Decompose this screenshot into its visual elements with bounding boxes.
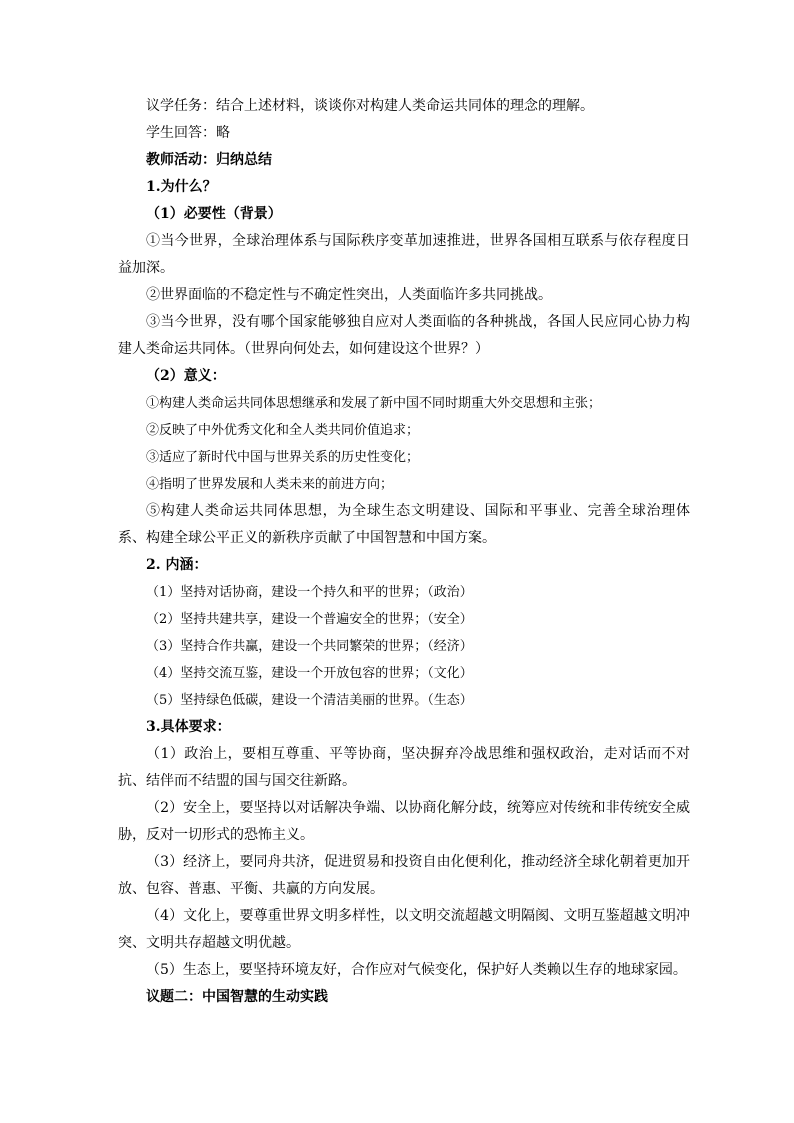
connotation-item: （3）坚持合作共赢，建设一个共同繁荣的世界；（经济） — [146, 639, 473, 654]
significance-item: ⑤构建人类命运共同体思想，为全球生态文明建设、国际和平事业、完善全球治理体系、构建全球公平正义的新秩序贡献了中国智慧和中国方案。 — [118, 503, 690, 546]
document-body — [118, 93, 690, 1011]
section-connotation-heading: 2. 内涵： — [146, 557, 208, 573]
requirement-item: （4）文化上，要尊重世界文明多样性，以文明交流超越文明隔阂、文明互鉴超越文明冲突、文明共存超越文明优越。 — [118, 908, 690, 951]
next-topic-heading: 议题二：中国智慧的生动实践 — [146, 989, 328, 1005]
connotation-item: （1）坚持对话协商，建设一个持久和平的世界；（政治） — [146, 585, 473, 600]
requirement-item: （5）生态上，要坚持环境友好，合作应对气候变化，保护好人类赖以生存的地球家园。 — [146, 962, 687, 978]
requirement-item: （3）经济上，要同舟共济，促进贸易和投资自由化便利化，推动经济全球化朝着更加开放、包容、普惠、平衡、共赢的方向发展。 — [118, 854, 690, 897]
significance-heading: （2）意义： — [146, 368, 226, 384]
necessity-heading: （1）必要性（背景） — [146, 206, 282, 222]
connotation-item: （5）坚持绿色低碳，建设一个清洁美丽的世界。（生态） — [146, 693, 473, 708]
connotation-item: （4）坚持交流互鉴，建设一个开放包容的世界；（文化） — [146, 666, 473, 681]
requirement-item: （2）安全上，要坚持以对话解决争端、以协商化解分歧，统筹应对传统和非传统安全威胁，反对一切形式的恐怖主义。 — [118, 800, 690, 843]
necessity-item: ①当今世界，全球治理体系与国际秩序变革加速推进，世界各国相互联系与依存程度日益加深。 — [118, 233, 690, 276]
requirement-item: （1）政治上，要相互尊重、平等协商，坚决摒弃冷战思维和强权政治，走对话而不对抗、结伴而不结盟的国与国交往新路。 — [118, 746, 690, 789]
significance-item: ①构建人类命运共同体思想继承和发展了新中国不同时期重大外交思想和主张； — [146, 396, 602, 411]
significance-item: ③适应了新时代中国与世界关系的历史性变化； — [146, 450, 420, 465]
student-answer: 学生回答：略 — [146, 125, 230, 141]
section-requirements-heading: 3.具体要求： — [146, 719, 231, 735]
task-paragraph: 议学任务：结合上述材料，谈谈你对构建人类命运共同体的理念的理解。 — [146, 98, 594, 114]
significance-item: ②反映了中外优秀文化和全人类共同价值追求； — [146, 423, 420, 438]
significance-item: ④指明了世界发展和人类未来的前进方向； — [146, 477, 394, 492]
teacher-activity-heading: 教师活动：归纳总结 — [146, 152, 272, 168]
connotation-item: （2）坚持共建共享，建设一个普遍安全的世界；（安全） — [146, 612, 473, 627]
necessity-item: ③当今世界，没有哪个国家能够独自应对人类面临的各种挑战，各国人民应同心协力构建人类命运共同体。（世界向何处去，如何建设这个世界？） — [118, 314, 690, 357]
section-why-heading: 1.为什么？ — [146, 179, 217, 195]
necessity-item: ②世界面临的不稳定性与不确定性突出，人类面临许多共同挑战。 — [146, 287, 552, 303]
